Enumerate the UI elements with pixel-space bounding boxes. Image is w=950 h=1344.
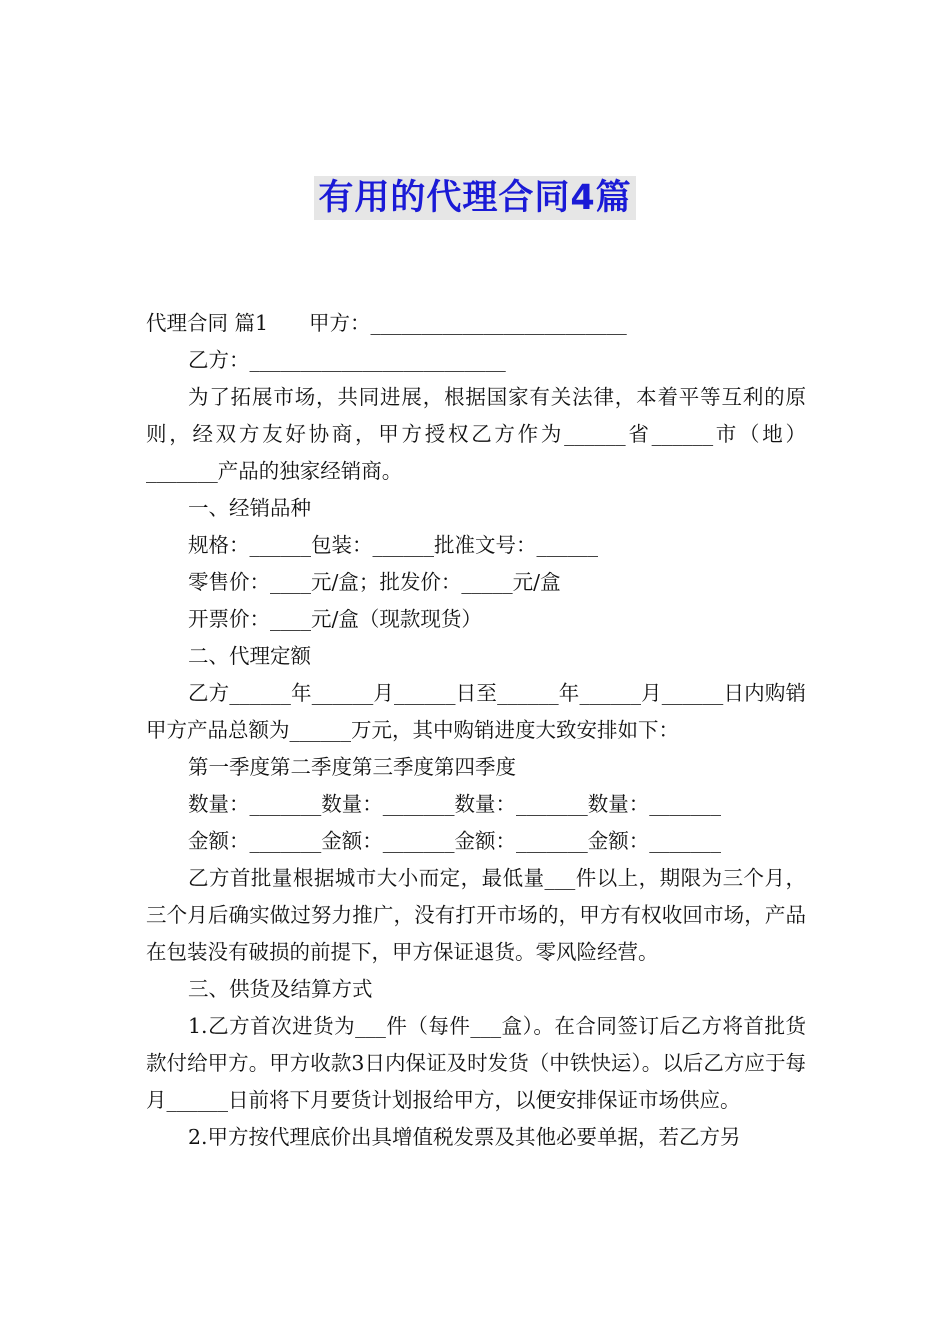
section-heading-quota: 二、代理定额 xyxy=(188,644,311,668)
section-heading-supply: 三、供货及结算方式 xyxy=(188,977,373,1001)
amount-line: 金额：_______金额：_______金额：_______金额：_______ xyxy=(188,829,721,853)
quantity-line: 数量：_______数量：_______数量：_______数量：_______ xyxy=(188,792,721,816)
supply-clause-1: 1.乙方首次进货为___件（每件___盒）。在合同签订后乙方将首批货款付给甲方。甲方收款3日内保证及时发货（中铁快运）。以后乙方应于每月______日前将下月要货计划报给甲方，以便安排保证市场供应。 xyxy=(146,1014,806,1112)
spec-line: 规格：______包装：______批准文号：______ xyxy=(188,533,598,557)
quarters-line: 第一季度第二季度第三季度第四季度 xyxy=(188,755,516,779)
invoice-price-line: 开票价：____元/盒（现款现货） xyxy=(188,607,482,631)
intro-paragraph: 为了拓展市场，共同进展，根据国家有关法律，本着平等互利的原则，经双方友好协商，甲方授权乙方作为______省______市（地）_______产品的独家经销商。 xyxy=(146,385,806,483)
quota-paragraph: 乙方______年______月______日至______年______月______日内购销甲方产品总额为______万元，其中购销进度大致安排如下： xyxy=(146,681,806,742)
first-batch-paragraph: 乙方首批量根据城市大小而定，最低量___件以上，期限为三个月，三个月后确实做过努力推广，没有打开市场的，甲方有权收回市场，产品在包装没有破损的前提下，甲方保证退货。零风险经营。 xyxy=(146,866,806,964)
section-heading-products: 一、经销品种 xyxy=(188,496,311,520)
title-container xyxy=(0,176,950,220)
document-body xyxy=(146,305,806,1156)
document-title: 有用的代理合同4篇 xyxy=(314,176,635,220)
retail-price-line: 零售价：____元/盒；批发价：_____元/盒 xyxy=(188,570,561,594)
contract-header-line: 代理合同 篇1 甲方：_________________________ xyxy=(146,311,627,335)
supply-clause-2: 2.甲方按代理底价出具增值税发票及其他必要单据，若乙方另 xyxy=(188,1125,741,1149)
party-b-line: 乙方：_________________________ xyxy=(188,348,506,372)
